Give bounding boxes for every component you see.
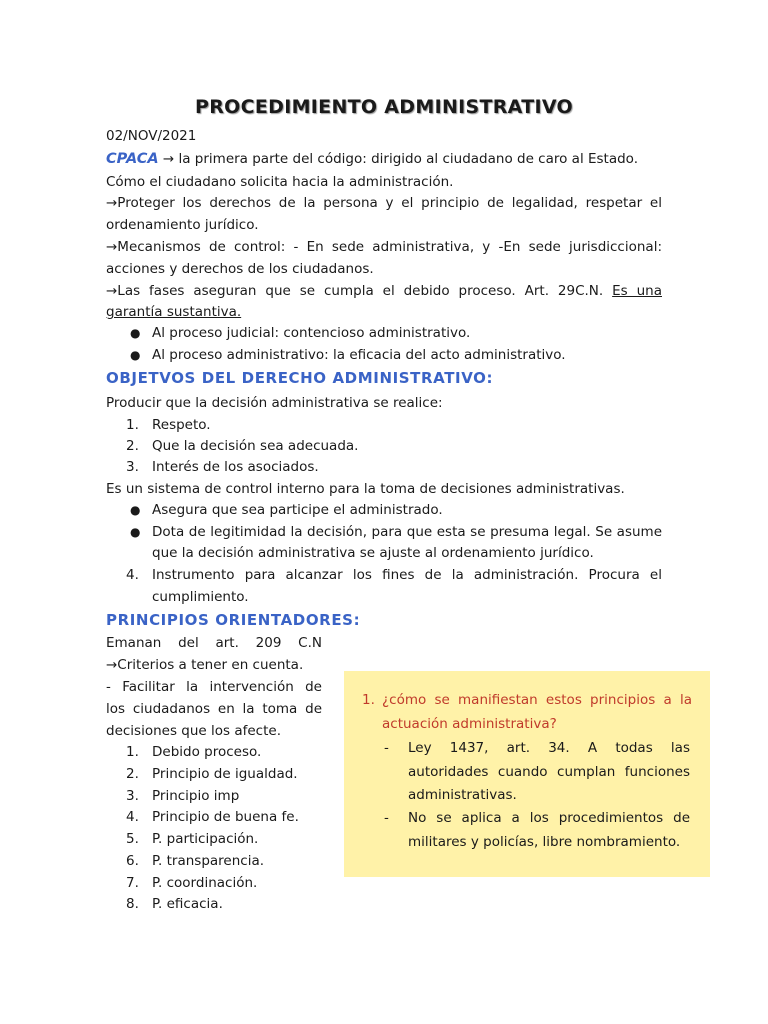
principios-item-number: 3. bbox=[126, 788, 139, 804]
intro-line-1-text: → la primera parte del código: dirigido al ciudadano de caro al Estado. bbox=[162, 151, 638, 167]
principios-heading: PRINCIPIOS ORIENTADORES: bbox=[106, 611, 361, 629]
objetivos-item-number: 1. bbox=[126, 417, 139, 433]
note-question-line-1: ¿cómo se manifiestan estos principios a la bbox=[382, 692, 692, 708]
bullet-icon: ● bbox=[130, 503, 141, 517]
intro-line-1 bbox=[106, 149, 662, 169]
note-sub-1-line: Ley 1437, art. 34. A todas las bbox=[408, 740, 690, 756]
objetivos-item: Que la decisión sea adecuada. bbox=[152, 438, 359, 454]
principios-item-number: 6. bbox=[126, 853, 139, 869]
principios-item: Principio de igualdad. bbox=[152, 766, 298, 782]
principios-item: Principio imp bbox=[152, 788, 240, 804]
note-sub-2-line: No se aplica a los procedimientos de bbox=[408, 810, 690, 826]
principios-item-number: 4. bbox=[126, 809, 139, 825]
principios-item: Principio de buena fe. bbox=[152, 809, 299, 825]
document-title: PROCEDIMIENTO ADMINISTRATIVO bbox=[195, 96, 573, 118]
note-sub-1-line: autoridades cuando cumplan funciones bbox=[408, 764, 690, 780]
objetivos-intro: Producir que la decisión administrativa se realice: bbox=[106, 395, 443, 411]
principios-item-number: 1. bbox=[126, 744, 139, 760]
objetivos-heading: OBJETVOS DEL DERECHO ADMINISTRATIVO: bbox=[106, 369, 494, 387]
principios-item-number: 8. bbox=[126, 896, 139, 912]
principios-item: P. eficacia. bbox=[152, 896, 223, 912]
intro-line-3: →Proteger los derechos de la persona y el principio de legalidad, respetar el bbox=[106, 195, 662, 211]
intro-line-8 bbox=[106, 302, 662, 322]
highlighted-note-box bbox=[344, 671, 710, 877]
principios-item: Debido proceso. bbox=[152, 744, 262, 760]
intro-line-6: acciones y derechos de los ciudadanos. bbox=[106, 261, 374, 277]
note-question-line-2: actuación administrativa? bbox=[382, 716, 557, 732]
intro-line-7 bbox=[106, 281, 662, 301]
intro-line-7-text: →Las fases aseguran que se cumpla el debido proceso. Art. 29C.N. bbox=[106, 283, 604, 299]
intro-bullet-item: Al proceso administrativo: la eficacia del acto administrativo. bbox=[152, 347, 566, 363]
intro-line-2: Cómo el ciudadano solicita hacia la administración. bbox=[106, 174, 454, 190]
note-sub-2-line: militares y policías, libre nombramiento. bbox=[408, 834, 681, 850]
principios-item: P. coordinación. bbox=[152, 875, 258, 891]
objetivos-item-number: 4. bbox=[126, 567, 139, 583]
principios-line: - Facilitar la intervención de bbox=[106, 679, 322, 695]
objetivos-item: Interés de los asociados. bbox=[152, 459, 319, 475]
objetivos-item-4: Instrumento para alcanzar los fines de la administración. Procura el bbox=[152, 567, 662, 583]
note-sub-1-line: administrativas. bbox=[408, 787, 517, 803]
principios-item-number: 5. bbox=[126, 831, 139, 847]
intro-line-7-underlined: Es una bbox=[612, 283, 662, 299]
principios-item-number: 2. bbox=[126, 766, 139, 782]
principios-item-number: 7. bbox=[126, 875, 139, 891]
note-question-number: 1. bbox=[362, 692, 375, 708]
objetivos-item-number: 2. bbox=[126, 438, 139, 454]
bullet-icon: ● bbox=[130, 326, 141, 340]
intro-line-4: ordenamiento jurídico. bbox=[106, 217, 259, 233]
intro-bullet-item: Al proceso judicial: contencioso administrativo. bbox=[152, 325, 471, 341]
objetivos-bullet-item: Dota de legitimidad la decisión, para que esta se presuma legal. Se asume bbox=[152, 524, 662, 540]
document-date: 02/NOV/2021 bbox=[106, 128, 197, 144]
objetivos-item: Respeto. bbox=[152, 417, 211, 433]
objetivos-bullet-continuation: que la decisión administrativa se ajuste al ordenamiento jurídico. bbox=[152, 545, 594, 561]
principios-item: P. participación. bbox=[152, 831, 259, 847]
principios-line: →Criterios a tener en cuenta. bbox=[106, 657, 304, 673]
objetivos-bullet-item: Asegura que sea participe el administrado. bbox=[152, 502, 443, 518]
bullet-icon: ● bbox=[130, 348, 141, 362]
intro-line-5: →Mecanismos de control: - En sede administrativa, y -En sede jurisdiccional: bbox=[106, 239, 662, 255]
objetivos-item-number: 3. bbox=[126, 459, 139, 475]
note-dash: - bbox=[384, 810, 389, 826]
cpaca-label: CPACA bbox=[106, 151, 159, 167]
principios-item: P. transparencia. bbox=[152, 853, 265, 869]
principios-line: los ciudadanos en la toma de bbox=[106, 701, 322, 717]
objetivos-item-4-continuation: cumplimiento. bbox=[152, 589, 249, 605]
objetivos-system-line: Es un sistema de control interno para la toma de decisiones administrativas. bbox=[106, 481, 625, 497]
bullet-icon: ● bbox=[130, 525, 141, 539]
note-dash: - bbox=[384, 740, 389, 756]
principios-line: Emanan del art. 209 C.N bbox=[106, 635, 322, 651]
intro-line-8-underlined: garantía sustantiva. bbox=[106, 304, 242, 320]
principios-line: decisiones que los afecte. bbox=[106, 723, 281, 739]
